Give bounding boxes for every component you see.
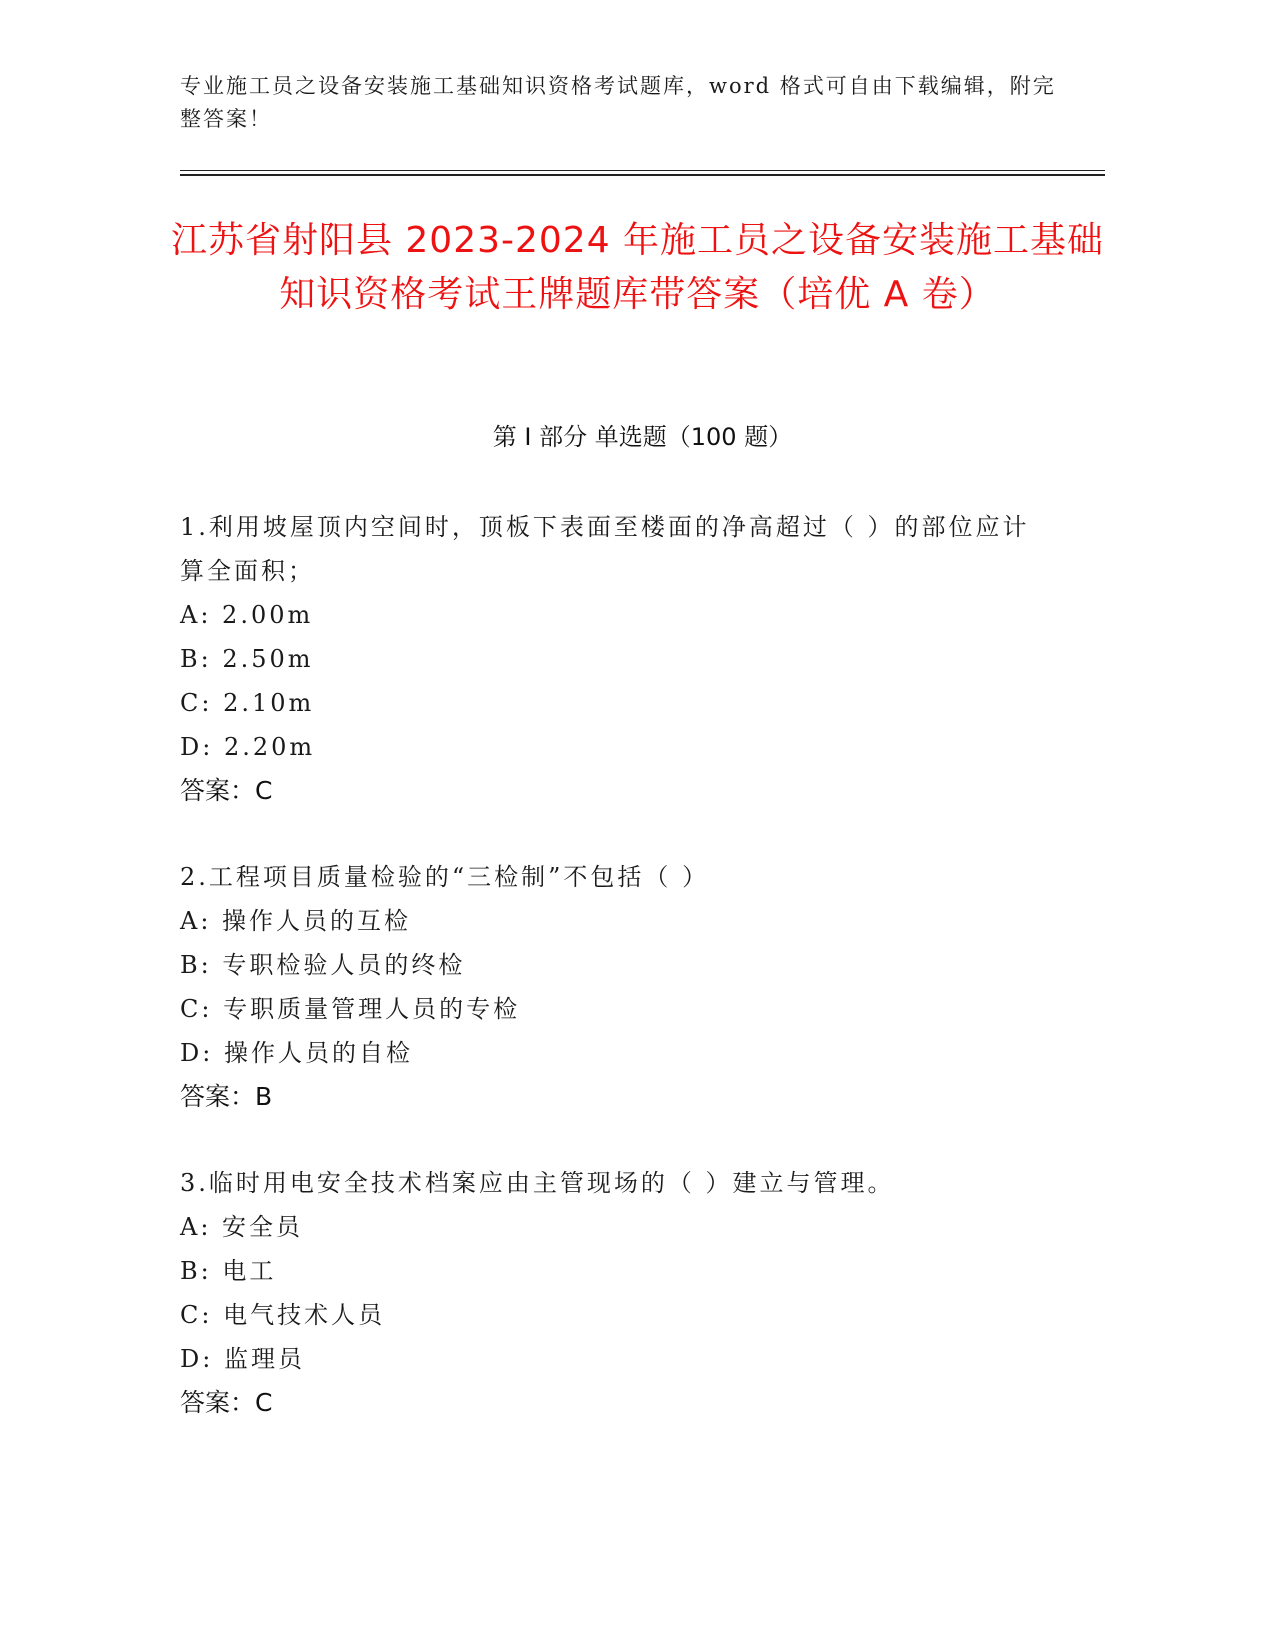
header-divider-thick	[180, 174, 1105, 176]
question-list	[180, 505, 1040, 1467]
section-title: 第 I 部分 单选题（100 题）	[492, 423, 793, 451]
header-divider-thin	[180, 170, 1105, 171]
option-b: B: 专职检验人员的终检	[180, 951, 466, 979]
option-c: C: 2.10m	[180, 689, 315, 717]
answer: 答案：C	[180, 1388, 273, 1417]
option-d: D: 2.20m	[180, 733, 316, 761]
option-a: A: 安全员	[180, 1213, 304, 1241]
option-c: C: 专职质量管理人员的专检	[180, 995, 521, 1023]
option-a: A: 2.00m	[180, 601, 314, 629]
question-3	[180, 1161, 1040, 1425]
question-stem: 1.利用坡屋顶内空间时，顶板下表面至楼面的净高超过（ ）的部位应计算全面积；	[180, 513, 1030, 585]
header-note: 专业施工员之设备安装施工基础知识资格考试题库，word 格式可自由下载编辑，附完整答案！	[180, 74, 1056, 131]
question-stem: 2.工程项目质量检验的“三检制”不包括（ ）	[180, 863, 710, 891]
option-c: C: 电气技术人员	[180, 1301, 386, 1329]
question-2	[180, 855, 1040, 1119]
document-title: 江苏省射阳县 2023-2024 年施工员之设备安装施工基础知识资格考试王牌题库带答案（培优 A 卷）	[170, 220, 1105, 315]
question-1	[180, 505, 1040, 813]
question-stem: 3.临时用电安全技术档案应由主管现场的（ ）建立与管理。	[180, 1169, 895, 1197]
answer: 答案：C	[180, 776, 273, 805]
option-b: B: 电工	[180, 1257, 277, 1285]
option-a: A: 操作人员的互检	[180, 907, 412, 935]
option-d: D: 监理员	[180, 1345, 305, 1373]
option-b: B: 2.50m	[180, 645, 314, 673]
answer: 答案：B	[180, 1082, 273, 1111]
option-d: D: 操作人员的自检	[180, 1039, 413, 1067]
